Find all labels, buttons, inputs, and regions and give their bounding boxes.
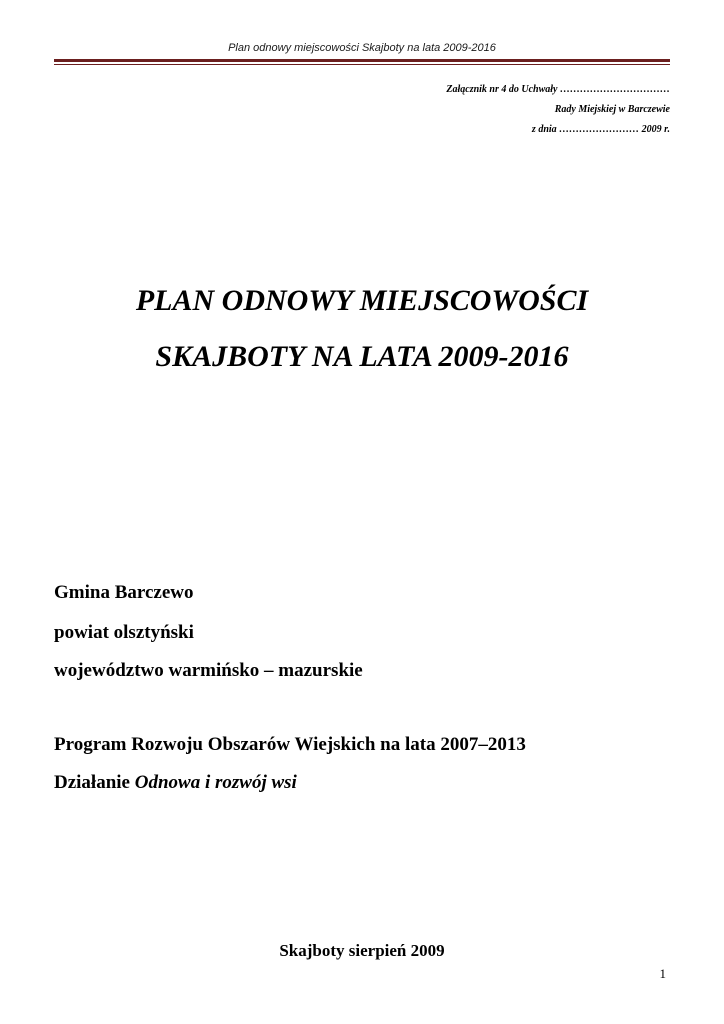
annex-line-council: Rady Miejskiej w Barczewie xyxy=(554,104,670,115)
document-title-line-1: PLAN ODNOWY MIEJSCOWOŚCI xyxy=(135,284,589,317)
header-rule-thick xyxy=(54,59,670,62)
annex-line-resolution: Załącznik nr 4 do Uchwały …………………………… xyxy=(446,84,670,95)
wojewodztwo-label: województwo warmińsko – mazurskie xyxy=(54,660,363,681)
gmina-label: Gmina Barczewo xyxy=(54,582,194,603)
annex-note xyxy=(446,80,670,140)
place-date: Skajboty sierpień 2009 xyxy=(279,941,445,960)
program-action xyxy=(54,771,297,795)
action-name: Odnowa i rozwój wsi xyxy=(134,772,297,793)
program-name: Program Rozwoju Obszarów Wiejskich na lata 2007–2013 xyxy=(54,734,526,755)
running-header: Plan odnowy miejscowości Skajboty na lata 2009-2016 xyxy=(228,42,496,54)
document-title-line-2: SKAJBOTY NA LATA 2009-2016 xyxy=(155,340,569,373)
page-number: 1 xyxy=(659,966,666,981)
annex-line-date: z dnia …………………… 2009 r. xyxy=(531,124,670,135)
powiat-label: powiat olsztyński xyxy=(54,622,194,643)
header-rule-thin xyxy=(54,64,670,65)
action-prefix: Działanie xyxy=(54,772,130,793)
